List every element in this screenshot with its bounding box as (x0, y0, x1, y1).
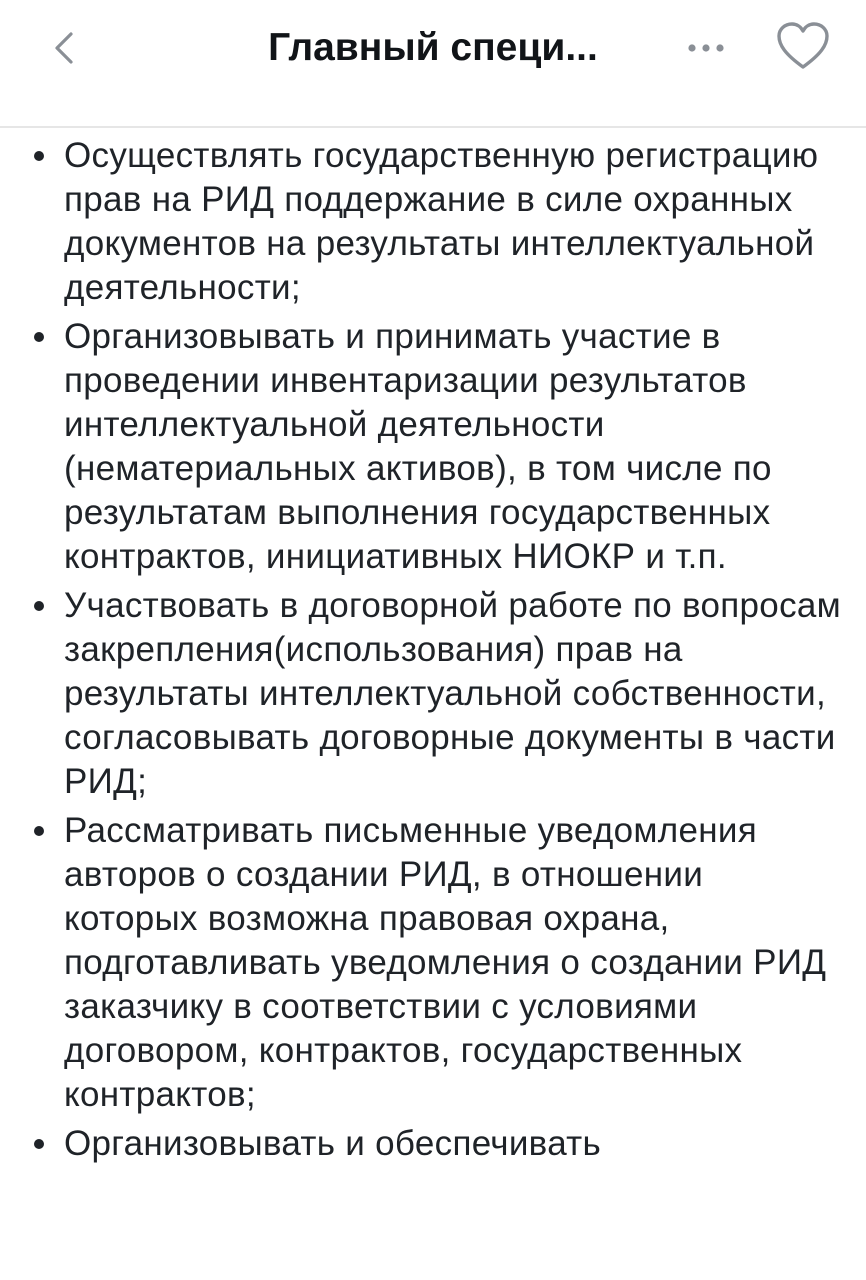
bullet-icon (34, 1139, 44, 1149)
list-item (0, 1122, 866, 1166)
list-item-text: Рассматривать письменные уведомления авторов о создании РИД, в отношении которых возможна правовая охрана, подготавливать уведомления о создании РИД заказчику в соответствии с условиями договором, контрактов, государственных контрактов; (64, 811, 827, 1114)
list-item (0, 584, 866, 804)
top-bar (0, 0, 866, 128)
more-button[interactable] (676, 22, 736, 74)
like-button[interactable] (772, 18, 834, 76)
duties-list (0, 134, 866, 1171)
back-button[interactable] (38, 22, 90, 74)
bullet-icon (34, 332, 44, 342)
list-item-text: Осуществлять государственную регистрацию прав на РИД поддержание в силе охранных документов на результаты интеллектуальной деятельности; (64, 136, 819, 307)
list-item (0, 134, 866, 310)
bullet-icon (34, 151, 44, 161)
list-item (0, 315, 866, 579)
chevron-left-icon (49, 28, 79, 68)
bullet-icon (34, 601, 44, 611)
heart-icon (775, 21, 831, 73)
page-title: Главный специ... (268, 26, 598, 69)
list-item-text: Участвовать в договорной работе по вопросам закрепления(использования) прав на результаты интеллектуальной собственности, согласовывать договорные документы в части РИД; (64, 586, 842, 801)
vacancy-content (0, 128, 866, 1280)
list-item-text: Организовывать и обеспечивать (64, 1124, 602, 1163)
more-dots-icon (684, 42, 728, 54)
bullet-icon (34, 826, 44, 836)
list-item (0, 809, 866, 1117)
list-item-text: Организовывать и принимать участие в проведении инвентаризации результатов интеллектуальной деятельности (нематериальных активов), в том числе по результатам выполнения государственных контрактов, инициативных НИОКР и т.п. (64, 317, 772, 576)
